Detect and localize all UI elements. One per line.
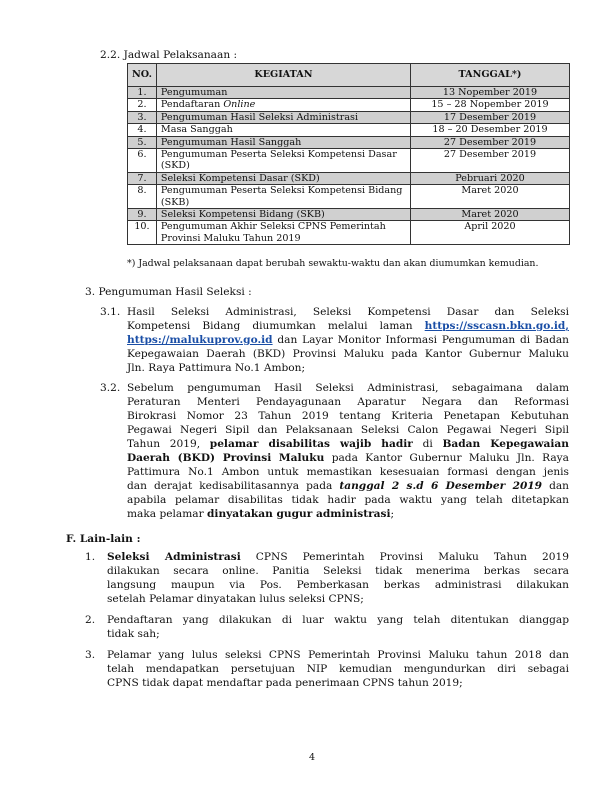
item-3-1-text: Kompetensi Bidang diumumkan melalui laman — [127, 320, 425, 332]
row-date: Maret 2020 — [411, 209, 570, 221]
item-3-2-line: Birokrasi Nomor 23 Tahun 2019 tentang Kriteria Penetapan Kebutuhan — [127, 410, 569, 422]
row-activity: Pengumuman — [156, 87, 410, 99]
row-number: 1. — [128, 87, 157, 99]
schedule-footnote: *) Jadwal pelaksanaan dapat berubah sewaktu-waktu dan akan diumumkan kemudian. — [127, 258, 539, 269]
date-emphasis: tanggal 2 s.d 6 Desember 2019 — [339, 480, 543, 492]
schedule-table — [127, 63, 570, 245]
item-f-1-line: setelah Pelamar dinyatakan lulus seleksi CPNS; — [107, 593, 364, 605]
row-date: 17 Desember 2019 — [411, 111, 570, 123]
row-number: 6. — [128, 149, 157, 173]
item-3-2-text: di — [412, 438, 443, 450]
row-activity: Masa Sanggah — [156, 124, 410, 136]
item-3-2-text: dan — [542, 480, 570, 492]
row-activity — [156, 99, 410, 111]
item-f-3-line: CPNS tidak dapat mendaftar pada penerimaan CPNS tahun 2019; — [107, 677, 463, 689]
row-number: 2. — [128, 99, 157, 111]
row-date: 27 Desember 2019 — [411, 136, 570, 148]
column-header-tanggal: TANGGAL*) — [411, 64, 570, 87]
item-3-1-number: 3.1. — [100, 306, 121, 318]
admin-emphasis: Seleksi Administrasi — [107, 551, 241, 563]
item-3-1-line — [127, 333, 569, 347]
table-row — [128, 111, 570, 123]
table-row — [128, 221, 570, 245]
item-3-2-text: Tahun 2019, — [127, 438, 210, 450]
row-date: Pebruari 2020 — [411, 172, 570, 184]
row-date: April 2020 — [411, 221, 570, 245]
column-header-no: NO. — [128, 64, 157, 87]
row-activity: Pengumuman Hasil Seleksi Administrasi — [156, 111, 410, 123]
item-3-1-line: Hasil Seleksi Administrasi, Seleksi Kompetensi Dasar dan Seleksi — [127, 306, 569, 318]
row-activity-italic: Online — [223, 99, 256, 111]
item-f-1-line: langsung maupun via Pos. Pemberkasan berkas administrasi dilakukan — [107, 579, 569, 591]
item-3-2-text: dan derajat kedisabilitasannya pada — [127, 480, 340, 492]
table-header-row — [128, 64, 570, 87]
item-f-2-number: 2. — [85, 614, 96, 626]
table-row — [128, 172, 570, 184]
item-3-2-line: Pegawai Negeri Sipil dan Pelaksanaan Seleksi Calon Pegawai Negeri Sipil — [127, 424, 569, 436]
column-header-kegiatan: KEGIATAN — [156, 64, 410, 87]
row-date: 15 – 28 Nopember 2019 — [411, 99, 570, 111]
schedule-heading: 2.2. Jadwal Pelaksanaan : — [100, 49, 238, 61]
item-f-2-line: Pendaftaran yang dilakukan di luar waktu yang telah ditentukan dianggap — [107, 614, 569, 626]
item-3-2-number: 3.2. — [100, 382, 121, 394]
page-number: 4 — [309, 752, 316, 763]
row-activity: Pengumuman Peserta Seleksi Kompetensi Bidang (SKB) — [156, 185, 410, 209]
table-row — [128, 87, 570, 99]
gugur-emphasis: dinyatakan gugur administrasi — [207, 508, 391, 520]
row-activity: Seleksi Kompetensi Dasar (SKD) — [156, 172, 410, 184]
item-3-1-text: dan Layar Monitor Informasi Pengumuman di Badan — [272, 334, 569, 346]
item-f-3-number: 3. — [85, 649, 96, 661]
row-activity: Seleksi Kompetensi Bidang (SKB) — [156, 209, 410, 221]
table-row — [128, 124, 570, 136]
item-3-2-text: pada Kantor Gubernur Maluku Jln. Raya — [324, 452, 569, 464]
item-f-2-line: tidak sah; — [107, 628, 160, 640]
item-3-2-line — [127, 437, 569, 451]
row-number: 3. — [128, 111, 157, 123]
table-row — [128, 149, 570, 173]
row-date: 13 Nopember 2019 — [411, 87, 570, 99]
section-f-heading: F. Lain-lain : — [66, 533, 141, 545]
row-number: 5. — [128, 136, 157, 148]
sscasn-link[interactable]: https://sscasn.bkn.go.id, — [424, 320, 569, 332]
row-activity: Pengumuman Peserta Seleksi Kompetensi Dasar (SKD) — [156, 149, 410, 173]
row-number: 10. — [128, 221, 157, 245]
item-f-3-line: Pelamar yang lulus seleksi CPNS Pemerintah Provinsi Maluku tahun 2018 dan — [107, 649, 569, 661]
row-date: 18 – 20 Desember 2019 — [411, 124, 570, 136]
bkd-emphasis: Daerah (BKD) Provinsi Maluku — [127, 452, 325, 464]
section-3-heading: 3. Pengumuman Hasil Seleksi : — [85, 286, 252, 298]
item-f-3-line: telah mendapatkan persetujuan NIP kemudian mengundurkan diri sebagai — [107, 663, 569, 675]
disability-emphasis: pelamar disabilitas wajib hadir — [209, 438, 413, 450]
table-row — [128, 185, 570, 209]
row-date: Maret 2020 — [411, 185, 570, 209]
row-number: 8. — [128, 185, 157, 209]
row-activity: Pengumuman Hasil Sanggah — [156, 136, 410, 148]
item-3-2-line: Pattimura No.1 Ambon untuk memastikan kesesuaian formasi dengan jenis — [127, 466, 569, 478]
item-3-2-line: apabila pelamar disabilitas tidak hadir pada waktu yang telah ditetapkan — [127, 494, 569, 506]
table-row — [128, 209, 570, 221]
item-3-2-line: Sebelum pengumuman Hasil Seleksi Administrasi, sebagaimana dalam — [127, 382, 569, 394]
item-f-1-text: CPNS Pemerintah Provinsi Maluku Tahun 2019 — [240, 551, 569, 563]
item-f-1-line — [107, 550, 569, 564]
item-3-2-line — [127, 451, 569, 465]
row-number: 7. — [128, 172, 157, 184]
malukuprov-link[interactable]: https://malukuprov.go.id — [127, 334, 273, 346]
item-3-2-text: maka pelamar — [127, 508, 208, 520]
row-activity-prefix: Pendaftaran — [160, 99, 224, 111]
item-3-2-line — [127, 507, 394, 521]
item-f-1-line: dilakukan secara online. Panitia Seleksi tidak menerima berkas secara — [107, 565, 569, 577]
row-date: 27 Desember 2019 — [411, 149, 570, 173]
item-3-2-line — [127, 479, 569, 493]
row-number: 9. — [128, 209, 157, 221]
item-3-1-line — [127, 319, 569, 333]
item-3-1-line: Kepegawaian Daerah (BKD) Provinsi Maluku pada Kantor Gubernur Maluku — [127, 348, 569, 360]
item-3-2-line: Peraturan Menteri Pendayagunaan Aparatur Negara dan Reformasi — [127, 396, 569, 408]
item-3-2-text: ; — [390, 508, 395, 520]
item-f-1-number: 1. — [85, 551, 96, 563]
item-3-1-line: Jln. Raya Pattimura No.1 Ambon; — [127, 362, 306, 374]
row-number: 4. — [128, 124, 157, 136]
row-activity: Pengumuman Akhir Seleksi CPNS Pemerintah Provinsi Maluku Tahun 2019 — [156, 221, 410, 245]
table-row — [128, 136, 570, 148]
bkd-emphasis: Badan Kepegawaian — [442, 438, 569, 450]
table-row — [128, 99, 570, 111]
